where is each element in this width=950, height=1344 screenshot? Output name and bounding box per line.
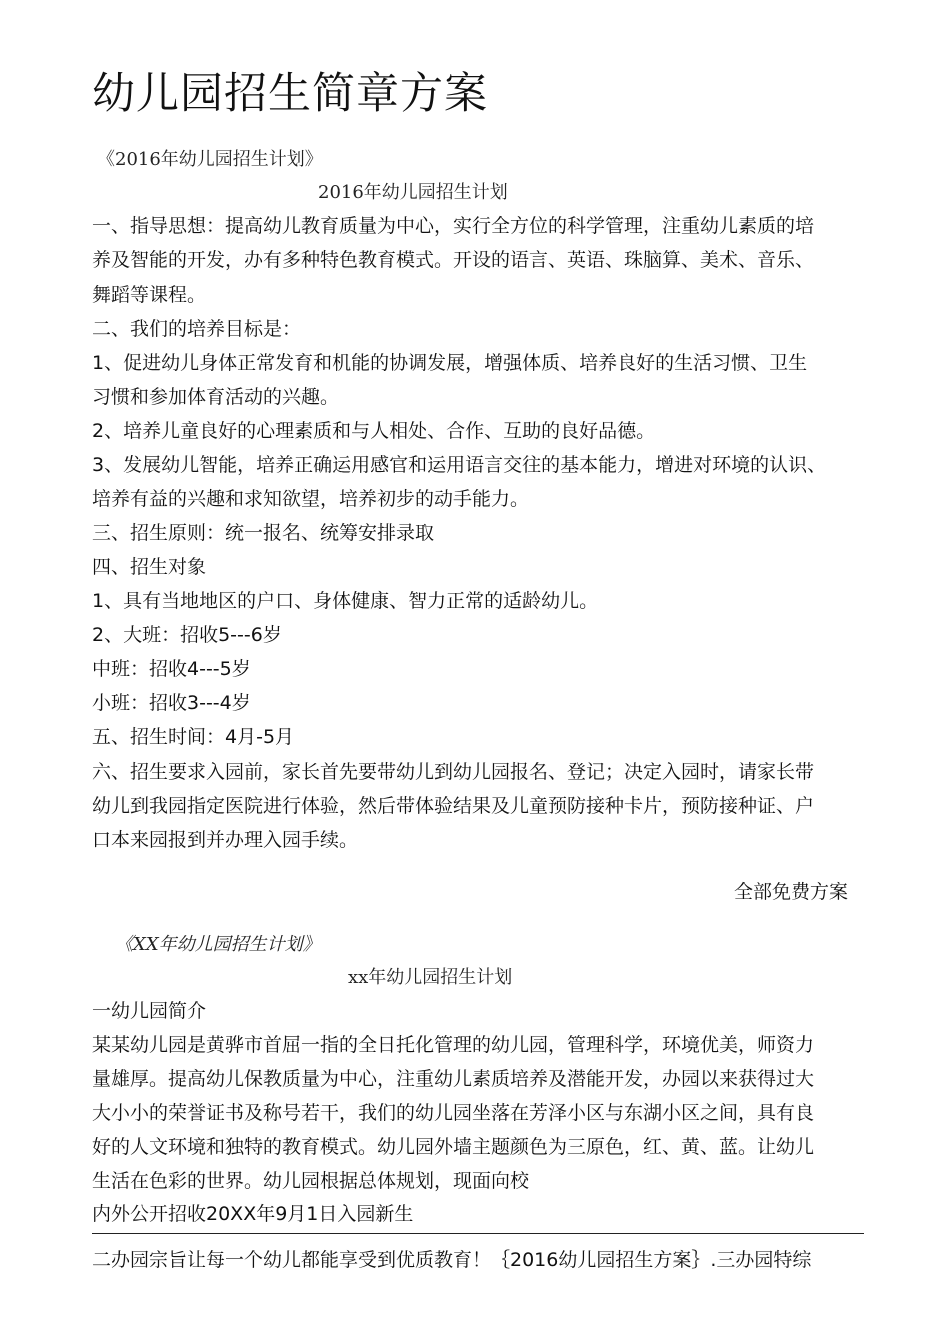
body-line: 五、招生时间：4月-5月 (92, 726, 295, 748)
bottom-line: 二办园宗旨让每一个幼儿都能享受到优质教育！｛2016幼儿园招生方案｝.三办园特综 (92, 1249, 812, 1271)
section-heading-1: 2016年幼儿园招生计划 (318, 182, 508, 203)
body-line: 口本来园报到并办理入园手续。 (92, 829, 359, 851)
source-reference-1: 《2016年幼儿园招生计划》 (97, 149, 323, 170)
body-line: 1、具有当地地区的户口、身体健康、智力正常的适龄幼儿。 (92, 590, 599, 612)
body-line: 养及智能的开发，办有多种特色教育模式。开设的语言、英语、珠脑算、美术、音乐、 (92, 249, 815, 271)
body-line: 内外公开招收20XX年9月1日入园新生 (92, 1203, 414, 1225)
section-divider (92, 1233, 864, 1234)
body-line: 六、招生要求入园前，家长首先要带幼儿到幼儿园报名、登记；决定入园时，请家长带 (92, 761, 815, 783)
body-line: 2、大班：招收5---6岁 (92, 624, 282, 646)
body-line: 培养有益的兴趣和求知欲望，培养初步的动手能力。 (92, 488, 530, 510)
body-line: 二、我们的培养目标是： (92, 318, 302, 340)
source-reference-2: 《XX年幼儿园招生计划》 (115, 934, 321, 955)
body-line: 好的人文环境和独特的教育模式。幼儿园外墙主题颜色为三原色，红、黄、蓝。让幼儿 (92, 1136, 815, 1158)
body-line: 小班：招收3---4岁 (92, 692, 251, 714)
body-line: 某某幼儿园是黄骅市首屈一指的全日托化管理的幼儿园，管理科学，环境优美，师资力 (92, 1034, 815, 1056)
body-line: 四、招生对象 (92, 556, 207, 578)
section-heading-2: xx年幼儿园招生计划 (348, 967, 513, 988)
body-line: 一、指导思想：提高幼儿教育质量为中心，实行全方位的科学管理，注重幼儿素质的培 (92, 215, 815, 237)
body-line: 舞蹈等课程。 (92, 284, 207, 306)
body-line: 量雄厚。提高幼儿保教质量为中心，注重幼儿素质培养及潜能开发，办园以来获得过大 (92, 1068, 815, 1090)
free-plan-note: 全部免费方案 (734, 881, 849, 903)
body-line: 3、发展幼儿智能，培养正确运用感官和运用语言交往的基本能力，增进对环境的认识、 (92, 454, 827, 476)
body-line: 三、招生原则：统一报名、统筹安排录取 (92, 522, 435, 544)
body-line: 习惯和参加体育活动的兴趣。 (92, 386, 340, 408)
body-line: 2、培养儿童良好的心理素质和与人相处、合作、互助的良好品德。 (92, 420, 656, 442)
body-line: 幼儿到我园指定医院进行体验，然后带体验结果及儿童预防接种卡片，预防接种证、户 (92, 795, 815, 817)
document-title: 幼儿园招生简章方案 (92, 69, 488, 119)
body-line: 中班：招收4---5岁 (92, 658, 251, 680)
body-line: 1、促进幼儿身体正常发育和机能的协调发展，增强体质、培养良好的生活习惯、卫生 (92, 352, 808, 374)
body-line: 生活在色彩的世界。幼儿园根据总体规划，现面向校 (92, 1170, 530, 1192)
body-line: 大小小的荣誉证书及称号若干，我们的幼儿园坐落在芳泽小区与东湖小区之间，具有良 (92, 1102, 815, 1124)
body-line: 一幼儿园简介 (92, 1000, 207, 1022)
